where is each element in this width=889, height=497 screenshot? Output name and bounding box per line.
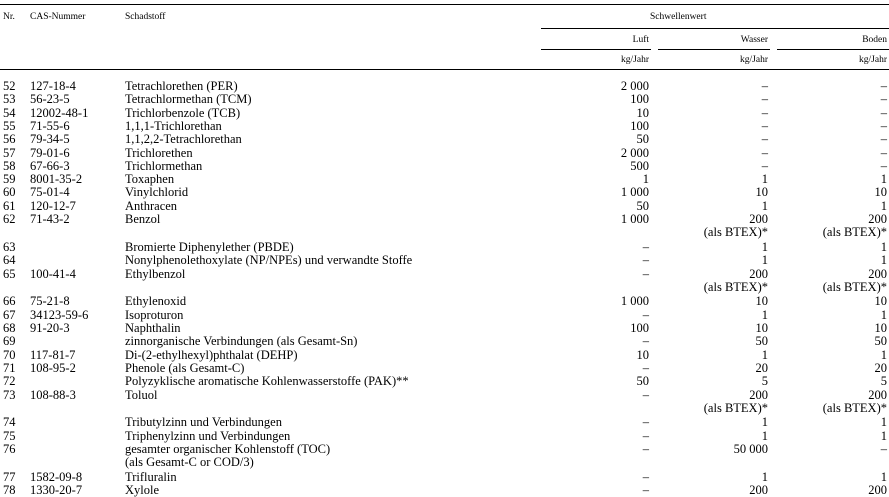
row-luft: – xyxy=(642,442,649,456)
row-nr: 56 xyxy=(3,132,16,147)
row-substance: Tributylzinn und Verbindungen xyxy=(125,415,282,430)
row-wasser: 1 xyxy=(761,469,768,484)
row-substance: Triphenylzinn und Verbindungen xyxy=(125,428,291,443)
row-substance: Toluol xyxy=(125,387,158,402)
header-boden: Boden xyxy=(862,35,887,45)
row-wasser: 200 xyxy=(749,212,768,226)
row-cas: 79-34-5 xyxy=(30,132,70,147)
row-wasser: 200 xyxy=(749,266,768,281)
row-luft: 50 xyxy=(636,132,649,147)
header-nr: Nr. xyxy=(3,12,15,22)
row-boden: 1 xyxy=(880,347,887,362)
row-nr: 70 xyxy=(3,347,16,362)
row-wasser: 50 000 xyxy=(733,442,768,456)
row-substance: Tetrachlormethan (TCM) xyxy=(125,92,252,107)
row-nr: 75 xyxy=(3,428,16,443)
row-wasser-note: (als BTEX)* xyxy=(703,400,768,415)
row-nr: 53 xyxy=(3,92,16,107)
header-wasser: Wasser xyxy=(740,35,768,45)
row-cas: 1582-09-8 xyxy=(30,469,83,484)
row-boden: – xyxy=(880,92,887,107)
threshold-rule xyxy=(541,28,889,29)
row-luft: 1 000 xyxy=(620,185,649,200)
row-luft: – xyxy=(642,469,649,484)
row-cas: 71-43-2 xyxy=(30,212,70,226)
row-luft: 50 xyxy=(636,198,649,213)
row-wasser-note: (als BTEX)* xyxy=(703,279,768,294)
row-nr: 78 xyxy=(3,483,16,497)
row-cas: 67-66-3 xyxy=(30,158,70,173)
row-wasser: 200 xyxy=(749,483,768,497)
row-luft: 1 000 xyxy=(620,294,649,309)
row-cas: 56-23-5 xyxy=(30,92,70,107)
row-cas: 71-55-6 xyxy=(30,118,70,133)
header-luft: Luft xyxy=(632,35,649,45)
row-wasser: 1 xyxy=(761,347,768,362)
row-boden: – xyxy=(880,145,887,160)
row-luft: – xyxy=(642,428,649,443)
row-boden: 200 xyxy=(868,266,887,281)
row-luft: – xyxy=(642,307,649,322)
row-boden: 200 xyxy=(868,387,887,402)
row-substance: Ethylenoxid xyxy=(125,294,187,309)
row-substance: Bromierte Diphenylether (PBDE) xyxy=(125,239,294,254)
row-luft: – xyxy=(642,483,649,497)
row-wasser: 1 xyxy=(761,307,768,322)
row-wasser: 1 xyxy=(761,415,768,430)
row-wasser: – xyxy=(761,105,768,120)
row-substance: 1,1,1-Trichlorethan xyxy=(125,118,222,133)
row-nr: 76 xyxy=(3,442,16,456)
row-boden: 1 xyxy=(880,469,887,484)
row-substance: Trichlormethan xyxy=(125,158,203,173)
row-boden: 10 xyxy=(874,321,887,335)
row-boden: 1 xyxy=(880,239,887,254)
row-substance-note: (als Gesamt-C or COD/3) xyxy=(125,455,254,469)
row-substance: Ethylbenzol xyxy=(125,266,186,281)
row-wasser: 10 xyxy=(755,294,768,309)
row-substance: Polyzyklische aromatische Kohlenwasserstoffe (PAK)** xyxy=(125,374,409,389)
header-unit-luft: kg/Jahr xyxy=(621,55,649,65)
row-substance: Trichlorethen xyxy=(125,145,193,160)
row-cas: 1330-20-7 xyxy=(30,483,83,497)
row-luft: 1 000 xyxy=(620,212,649,226)
row-nr: 67 xyxy=(3,307,16,322)
row-cas: 100-41-4 xyxy=(30,266,76,281)
top-rule xyxy=(0,4,889,5)
header-cas: CAS-Nummer xyxy=(30,12,86,22)
row-substance: Vinylchlorid xyxy=(125,185,189,200)
row-wasser: 1 xyxy=(761,198,768,213)
row-luft: 50 xyxy=(636,374,649,389)
row-boden: 10 xyxy=(874,185,887,200)
row-nr: 66 xyxy=(3,294,16,309)
row-nr: 54 xyxy=(3,105,16,120)
row-cas: 75-21-8 xyxy=(30,294,70,309)
row-nr: 62 xyxy=(3,212,16,226)
row-substance: Phenole (als Gesamt-C) xyxy=(125,360,245,375)
row-substance: gesamter organischer Kohlenstoff (TOC) xyxy=(125,442,331,456)
row-substance: Toxaphen xyxy=(125,172,175,187)
row-cas: 117-81-7 xyxy=(30,347,76,362)
row-boden-note: (als BTEX)* xyxy=(822,225,887,239)
row-luft: – xyxy=(642,415,649,430)
row-nr: 63 xyxy=(3,239,16,254)
row-wasser: 20 xyxy=(755,360,768,375)
row-cas: 108-88-3 xyxy=(30,387,76,402)
row-boden: – xyxy=(880,158,887,173)
row-nr: 65 xyxy=(3,266,16,281)
row-wasser-note: (als BTEX)* xyxy=(703,225,768,239)
row-boden: – xyxy=(880,132,887,147)
row-boden: – xyxy=(880,442,887,456)
row-luft: – xyxy=(642,239,649,254)
row-boden: 200 xyxy=(868,212,887,226)
row-boden: 50 xyxy=(874,334,887,349)
unit-rule-boden xyxy=(777,49,889,50)
row-luft: – xyxy=(642,334,649,349)
header-bottom-rule xyxy=(0,69,889,70)
row-nr: 64 xyxy=(3,253,16,268)
row-boden: 1 xyxy=(880,253,887,268)
row-wasser: – xyxy=(761,92,768,107)
row-boden: 10 xyxy=(874,294,887,309)
header-threshold: Schwellenwert xyxy=(650,12,707,22)
row-nr: 77 xyxy=(3,469,16,484)
row-substance: Isoproturon xyxy=(125,307,184,322)
row-nr: 58 xyxy=(3,158,16,173)
row-cas: 120-12-7 xyxy=(30,198,76,213)
row-boden: 1 xyxy=(880,198,887,213)
row-boden: – xyxy=(880,105,887,120)
row-substance: Anthracen xyxy=(125,198,178,213)
row-boden-note: (als BTEX)* xyxy=(822,279,887,294)
row-luft: 100 xyxy=(630,321,649,335)
row-wasser: – xyxy=(761,79,768,93)
row-nr: 60 xyxy=(3,185,16,200)
row-wasser: – xyxy=(761,118,768,133)
row-wasser: 1 xyxy=(761,253,768,268)
row-substance: Xylole xyxy=(125,483,160,497)
row-boden: 1 xyxy=(880,172,887,187)
row-luft: – xyxy=(642,387,649,402)
row-cas: 12002-48-1 xyxy=(30,105,89,120)
row-luft: 10 xyxy=(636,347,649,362)
row-boden: – xyxy=(880,79,887,93)
header-substance: Schadstoff xyxy=(125,12,166,22)
row-wasser: – xyxy=(761,145,768,160)
row-cas: 34123-59-6 xyxy=(30,307,89,322)
row-substance: Tetrachlorethen (PER) xyxy=(125,79,238,93)
row-luft: – xyxy=(642,360,649,375)
row-wasser: 50 xyxy=(755,334,768,349)
row-nr: 72 xyxy=(3,374,16,389)
row-substance: Benzol xyxy=(125,212,161,226)
header-unit-wasser: kg/Jahr xyxy=(740,55,768,65)
row-substance: 1,1,2,2-Tetrachlorethan xyxy=(125,132,242,147)
row-boden: 20 xyxy=(874,360,887,375)
row-boden: 1 xyxy=(880,415,887,430)
row-boden: 200 xyxy=(868,483,887,497)
row-cas: 79-01-6 xyxy=(30,145,70,160)
row-luft: 1 xyxy=(642,172,649,187)
row-nr: 74 xyxy=(3,415,16,430)
row-nr: 73 xyxy=(3,387,16,402)
row-luft: 100 xyxy=(630,92,649,107)
row-boden: 5 xyxy=(880,374,887,389)
row-boden: – xyxy=(880,118,887,133)
row-wasser: – xyxy=(761,158,768,173)
row-cas: 8001-35-2 xyxy=(30,172,83,187)
row-wasser: 1 xyxy=(761,172,768,187)
row-nr: 68 xyxy=(3,321,16,335)
row-cas: 75-01-4 xyxy=(30,185,70,200)
row-wasser: 200 xyxy=(749,387,768,402)
row-luft: 500 xyxy=(630,158,649,173)
unit-rule-luft xyxy=(541,49,651,50)
row-cas: 91-20-3 xyxy=(30,321,70,335)
row-nr: 57 xyxy=(3,145,16,160)
row-substance: zinnorganische Verbindungen (als Gesamt-Sn) xyxy=(125,334,358,349)
row-nr: 69 xyxy=(3,334,16,349)
unit-rule-wasser xyxy=(658,49,770,50)
row-luft: 2 000 xyxy=(620,79,649,93)
row-luft: 10 xyxy=(636,105,649,120)
row-wasser: 10 xyxy=(755,321,768,335)
row-boden: 1 xyxy=(880,307,887,322)
row-luft: – xyxy=(642,266,649,281)
row-boden-note: (als BTEX)* xyxy=(822,400,887,415)
row-substance: Di-(2-ethylhexyl)phthalat (DEHP) xyxy=(125,347,298,362)
row-nr: 55 xyxy=(3,118,16,133)
row-boden: 1 xyxy=(880,428,887,443)
row-nr: 52 xyxy=(3,79,16,93)
row-substance: Nonylphenolethoxylate (NP/NPEs) und verwandte Stoffe xyxy=(125,253,413,268)
row-nr: 59 xyxy=(3,172,16,187)
row-cas: 127-18-4 xyxy=(30,79,76,93)
row-wasser: 1 xyxy=(761,428,768,443)
row-luft: – xyxy=(642,253,649,268)
row-luft: 100 xyxy=(630,118,649,133)
row-wasser: – xyxy=(761,132,768,147)
row-nr: 61 xyxy=(3,198,16,213)
row-substance: Trichlorbenzole (TCB) xyxy=(125,105,241,120)
row-nr: 71 xyxy=(3,360,16,375)
row-wasser: 10 xyxy=(755,185,768,200)
header-unit-boden: kg/Jahr xyxy=(859,55,887,65)
row-luft: 2 000 xyxy=(620,145,649,160)
row-wasser: 5 xyxy=(761,374,768,389)
row-cas: 108-95-2 xyxy=(30,360,76,375)
row-substance: Naphthalin xyxy=(125,321,181,335)
row-wasser: 1 xyxy=(761,239,768,254)
row-substance: Trifluralin xyxy=(125,469,177,484)
